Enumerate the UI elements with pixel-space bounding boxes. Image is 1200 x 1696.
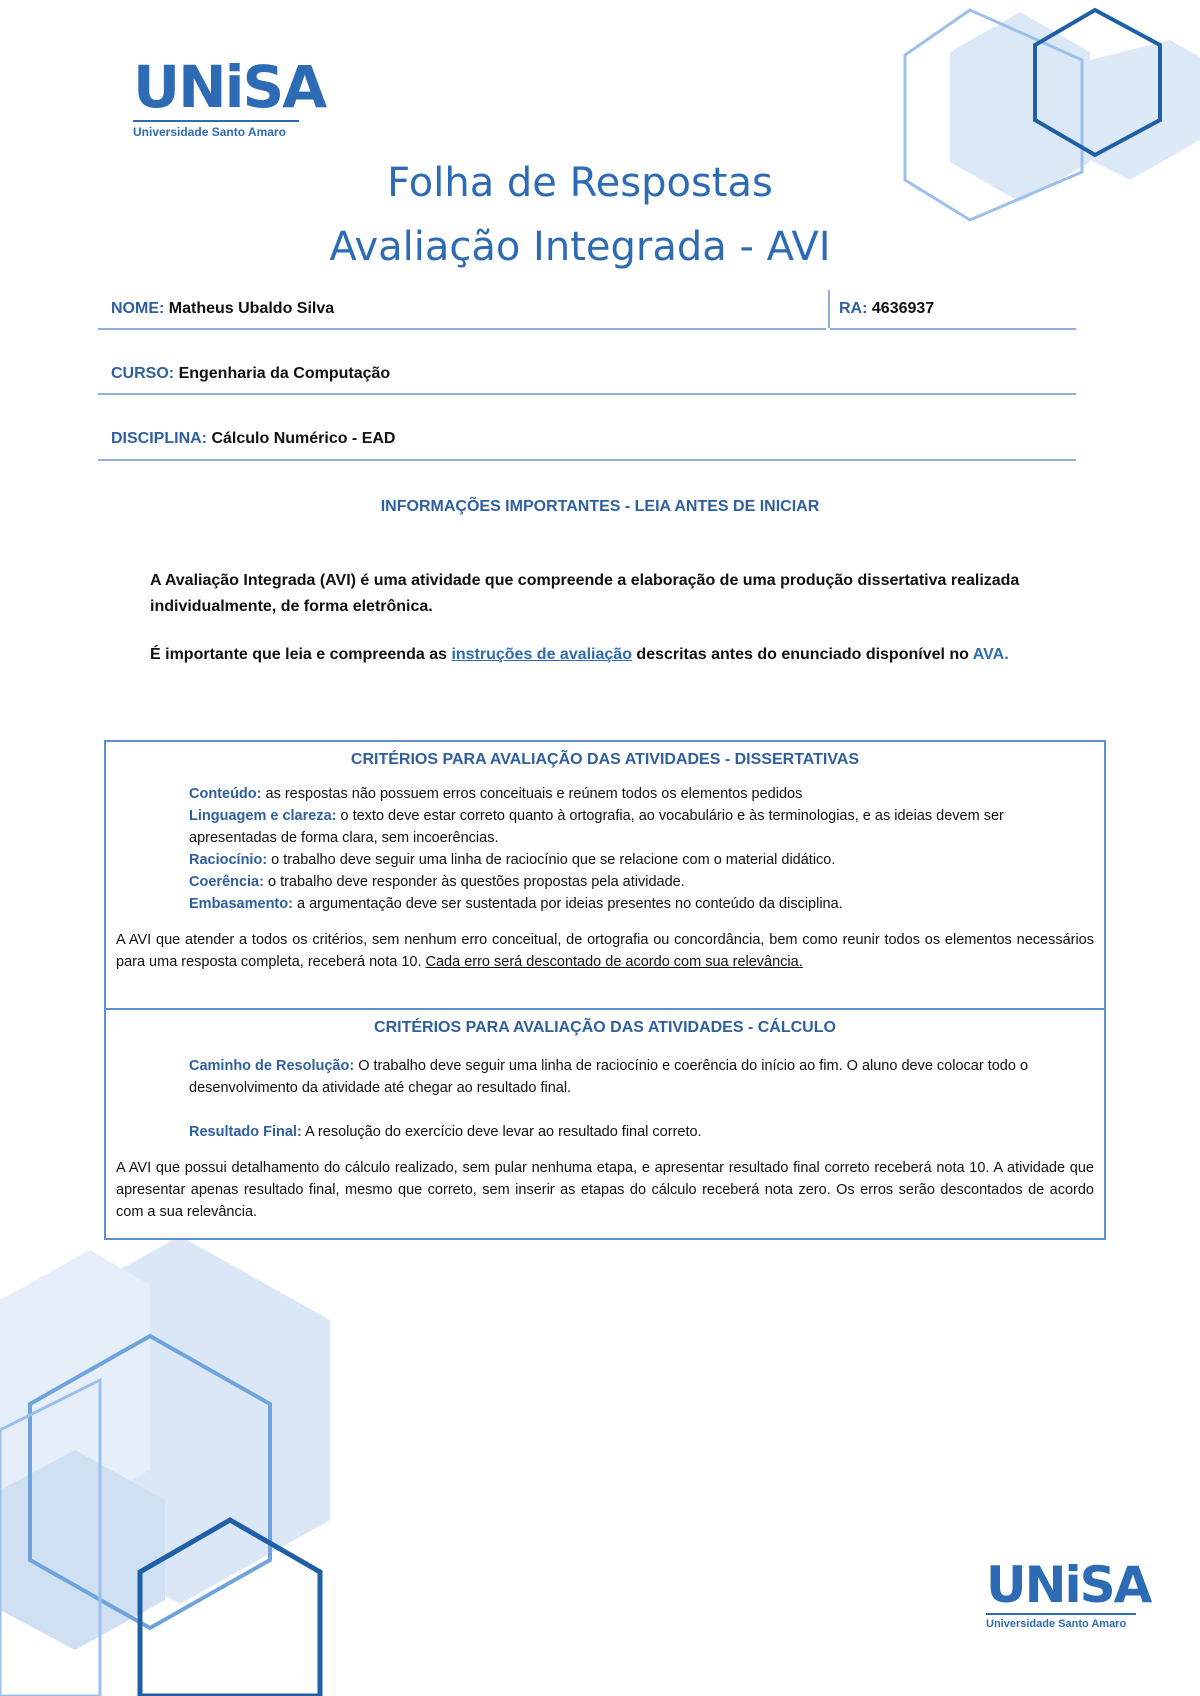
logo-wordmark: UNiSA <box>986 1556 1151 1614</box>
curso-row <box>98 355 1076 395</box>
criteria-item-key: Raciocínio: <box>189 852 268 868</box>
curso-value: Engenharia da Computação <box>178 365 391 382</box>
criteria-heading-dissertativas: CRITÉRIOS PARA AVALIAÇÃO DAS ATIVIDADES - DISSERTATIVAS <box>350 751 860 768</box>
criteria-item-key: Caminho de Resolução: <box>189 1058 355 1074</box>
criteria-paragraph-dissertativas <box>116 929 1094 973</box>
criteria-item-text: A resolução do exercício deve levar ao resultado final correto. <box>301 1124 702 1140</box>
criteria-item <box>189 1121 1092 1143</box>
criteria-item-text: o trabalho deve responder às questões propostas pela atividade. <box>263 874 685 890</box>
disciplina-row <box>98 420 1076 460</box>
criteria-item <box>189 783 1092 805</box>
nome-value: Matheus Ubaldo Silva <box>168 300 335 317</box>
criteria-item <box>189 1055 1092 1099</box>
logo-wordmark: UNiSA <box>133 53 326 121</box>
criteria-item-text: O trabalho deve seguir uma linha de raciocínio e coerência do início ao fim. O aluno deve colocar todo o desenvolvimento da atividade até chegar ao resultado final. <box>189 1058 1029 1096</box>
nome-row <box>98 290 1076 330</box>
info-paragraph-2 <box>150 642 1100 668</box>
page-title-line2: Avaliação Integrada - AVI <box>329 224 831 270</box>
criteria-list-dissertativas <box>189 783 1092 915</box>
criteria-item-key: Embasamento: <box>189 896 293 912</box>
curso-label: CURSO: <box>111 365 175 382</box>
criteria-item <box>189 871 1092 893</box>
curso-field <box>111 365 390 383</box>
criteria-item-text: o texto deve estar correto quanto à ortografia, ao vocabulário e às terminologias, e as ideias devem ser apresentadas de forma clara, sem incoerências. <box>189 808 1004 846</box>
curso-underline <box>98 393 1076 395</box>
logo-subtitle: Universidade Santo Amaro <box>133 120 299 139</box>
criteria-para-underlined: Cada erro será descontado de acordo com sua relevância. <box>425 954 803 970</box>
criteria-heading-calculo: CRITÉRIOS PARA AVALIAÇÃO DAS ATIVIDADES - CÁLCULO <box>374 1019 836 1036</box>
ra-field <box>839 300 934 318</box>
unisa-logo-bottom <box>986 1556 1151 1630</box>
criteria-box-dissertativas <box>104 740 1106 1012</box>
page-title-line1: Folha de Respostas <box>387 160 773 206</box>
criteria-item-key: Coerência: <box>189 874 264 890</box>
criteria-item-key: Conteúdo: <box>189 786 262 802</box>
info-p2-middle: descritas antes do enunciado disponível no <box>631 646 973 663</box>
disciplina-underline <box>98 459 1076 461</box>
criteria-item-text: as respostas não possuem erros conceituais e reúnem todos os elementos pedidos <box>261 786 803 802</box>
ra-underline <box>830 328 1076 330</box>
info-p2-before: É importante que leia e compreenda as <box>150 646 452 663</box>
criteria-item <box>189 805 1092 849</box>
criteria-item-text: o trabalho deve seguir uma linha de raciocínio que se relacione com o material didático. <box>267 852 836 868</box>
criteria-item-text: a argumentação deve ser sustentada por ideias presentes no conteúdo da disciplina. <box>292 896 843 912</box>
info-heading: INFORMAÇÕES IMPORTANTES - LEIA ANTES DE INICIAR <box>380 498 820 515</box>
instrucoes-link[interactable]: instruções de avaliação <box>451 646 632 663</box>
disciplina-value: Cálculo Numérico - EAD <box>211 430 396 447</box>
ra-value: 4636937 <box>871 300 935 317</box>
ava-link[interactable]: AVA. <box>972 646 1009 663</box>
criteria-item-key: Resultado Final: <box>189 1124 302 1140</box>
ra-label: RA: <box>839 300 868 317</box>
unisa-logo-top <box>133 53 326 139</box>
nome-label: NOME: <box>111 300 165 317</box>
nome-field <box>111 300 334 318</box>
criteria-paragraph-calculo: A AVI que possui detalhamento do cálculo realizado, sem pular nenhuma etapa, e apresentar resultado final correto receberá nota 10. A atividade que apresentar apenas resultado final, mesmo que correto, sem inserir as etapas do cálculo receberá nota zero. Os erros serão descontados de acordo com a sua relevância. <box>116 1160 1094 1220</box>
logo-subtitle: Universidade Santo Amaro <box>986 1613 1136 1630</box>
nome-underline <box>98 328 826 330</box>
criteria-item <box>189 849 1092 871</box>
disciplina-field <box>111 430 395 448</box>
disciplina-label: DISCIPLINA: <box>111 430 207 447</box>
info-paragraph-1: A Avaliação Integrada (AVI) é uma atividade que compreende a elaboração de uma produção dissertativa realizada individualmente, de forma eletrônica. <box>150 572 1020 615</box>
criteria-item-key: Linguagem e clareza: <box>189 808 337 824</box>
criteria-para-text: A AVI que atender a todos os critérios, sem nenhum erro conceitual, de ortografia ou concordância, bem como reunir todos os elementos necessários para uma resposta completa, receberá nota 10. <box>116 932 1094 970</box>
criteria-box-calculo <box>104 1008 1106 1240</box>
criteria-list-calculo <box>189 1055 1092 1143</box>
criteria-item <box>189 893 1092 915</box>
field-divider <box>828 290 830 328</box>
